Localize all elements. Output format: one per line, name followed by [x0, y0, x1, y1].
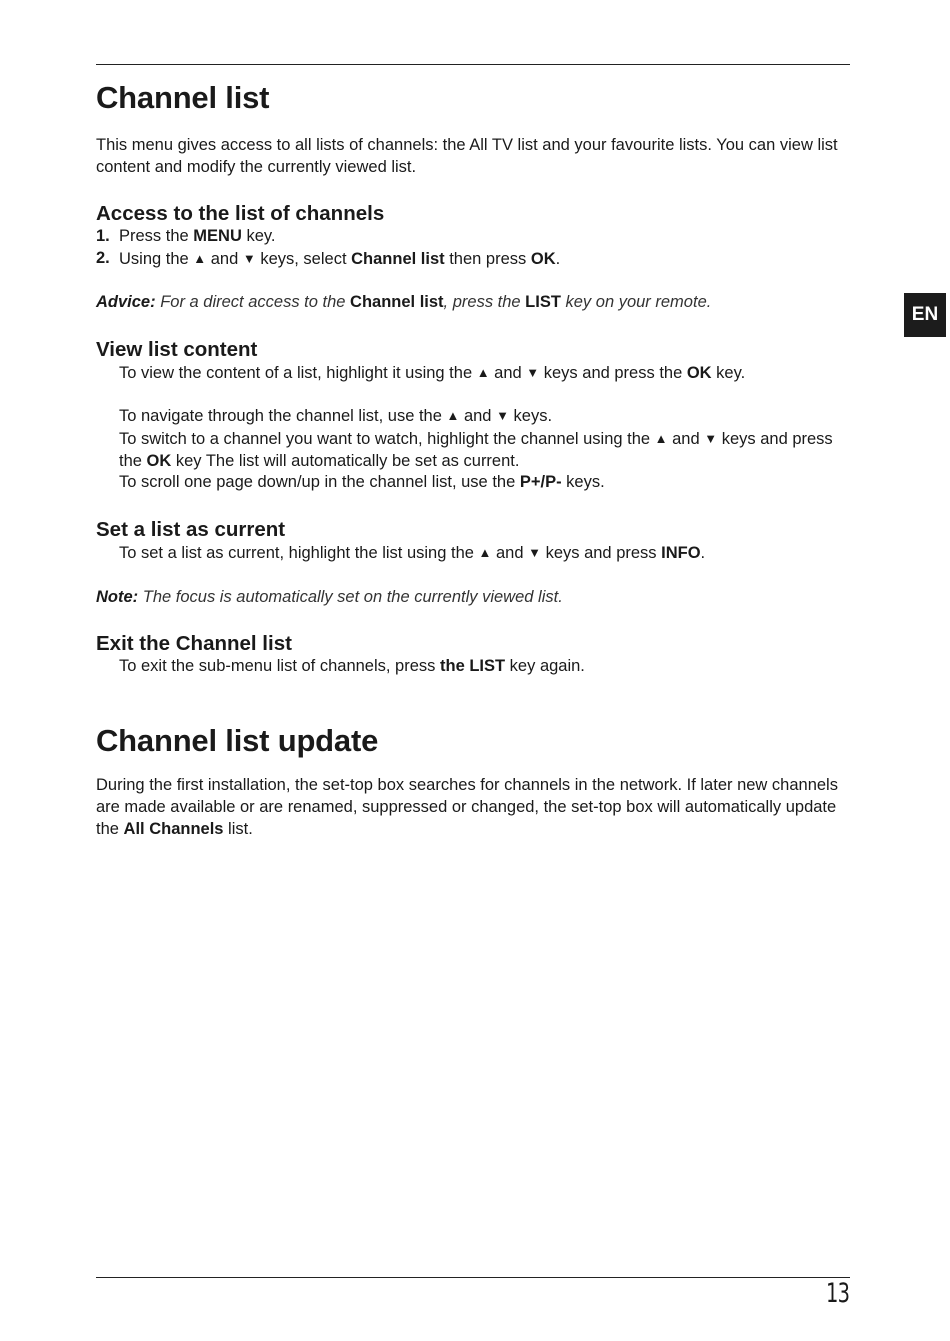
up-arrow-icon: ▲ [478, 545, 492, 561]
page-number: 13 [826, 1278, 850, 1309]
view-switch: To switch to a channel you want to watch, highlight the channel using the ▲ and ▼ keys and press the OK key The list will automatically be set as current. [119, 429, 833, 470]
top-rule [96, 64, 850, 65]
access-step-1: 1. Press the MENU key. [96, 227, 276, 246]
view-navigate: To navigate through the channel list, use the ▲ and ▼ keys. [119, 407, 553, 426]
down-arrow-icon: ▼ [704, 430, 718, 446]
exit-heading: Exit the Channel list [96, 632, 292, 656]
up-arrow-icon: ▲ [476, 364, 490, 380]
down-arrow-icon: ▼ [496, 408, 509, 424]
down-arrow-icon: ▼ [528, 545, 541, 561]
update-paragraph: During the first installation, the set-top box searches for channels in the network. If later new channels are made available or are renamed, suppressed or changed, the set-top box will automatically update the All Channels list. [96, 776, 838, 838]
down-arrow-icon: ▼ [242, 251, 256, 267]
language-tab: EN [904, 293, 946, 337]
down-arrow-icon: ▼ [526, 364, 540, 380]
set-current-note: Note: The focus is automatically set on the currently viewed list. [96, 587, 563, 606]
view-scroll: To scroll one page down/up in the channel list, use the P+/P- keys. [119, 473, 605, 492]
update-title: Channel list update [96, 723, 379, 759]
up-arrow-icon: ▲ [193, 251, 207, 267]
up-arrow-icon: ▲ [446, 408, 460, 424]
view-line-1: To view the content of a list, highlight it using the ▲ and ▼ keys and press the OK key. [119, 363, 746, 382]
up-arrow-icon: ▲ [654, 430, 668, 446]
set-current-line: To set a list as current, highlight the list using the ▲ and ▼ keys and press INFO. [119, 544, 706, 563]
advice-note: Advice: For a direct access to the Channel list, press the LIST key on your remote. [96, 292, 712, 311]
page-content [96, 78, 850, 840]
view-heading: View list content [96, 337, 258, 361]
access-heading: Access to the list of channels [96, 202, 385, 226]
exit-line: To exit the sub-menu list of channels, press the LIST key again. [119, 657, 585, 676]
intro-paragraph: This menu gives access to all lists of channels: the All TV list and your favourite lists. You can view list content and modify the currently viewed list. [96, 136, 838, 176]
page-title: Channel list [96, 80, 270, 115]
bottom-rule [96, 1277, 850, 1278]
access-step-2: 2. Using the ▲ and ▼ keys, select Channel list then press OK. [96, 249, 561, 269]
set-current-heading: Set a list as current [96, 518, 286, 542]
